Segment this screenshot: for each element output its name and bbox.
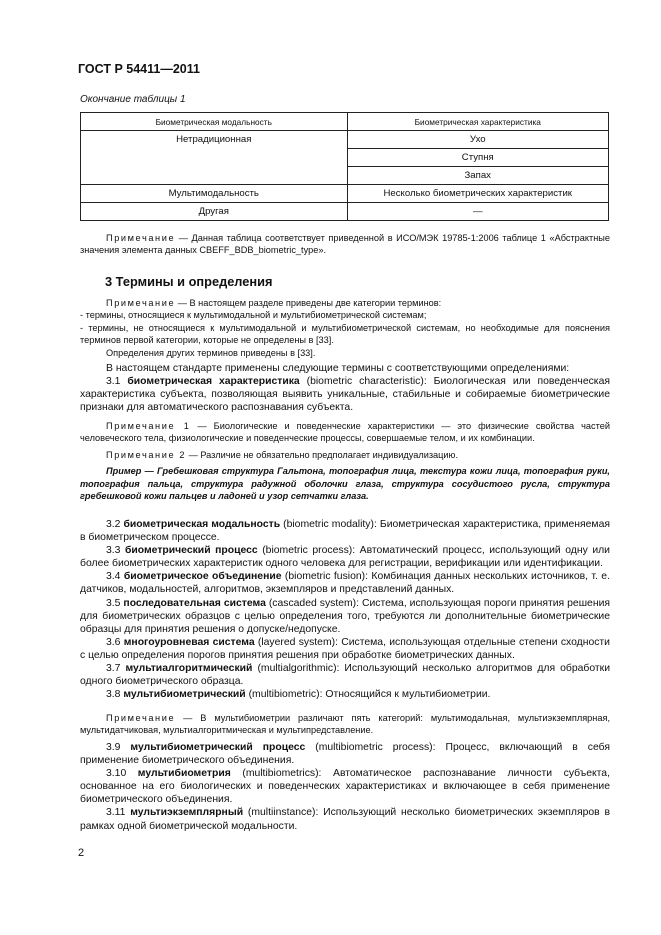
column-header-characteristic: Биометрическая характеристика bbox=[347, 113, 608, 131]
term-title: биометрическая характеристика bbox=[127, 376, 300, 388]
term-3-1: 3.1 биометрическая характеристика (biometric characteristic): Биологическая или поведенческая характеристика субъекта, позволяющая выявить уникальные, стабильные и собираемые биометрические признаки для автоматического распознавания субъекта. bbox=[80, 376, 610, 414]
table-continuation-caption: Окончание таблицы 1 bbox=[80, 94, 186, 105]
table-row bbox=[81, 131, 609, 149]
note-label: Примечание 2 bbox=[106, 449, 187, 460]
modality-cell: Другая bbox=[81, 203, 348, 221]
characteristic-cell: Несколько биометрических характеристик bbox=[347, 185, 608, 203]
note-label: Примечание bbox=[106, 233, 176, 243]
characteristic-cell: Запах bbox=[347, 167, 608, 185]
term-title: последовательная система bbox=[123, 597, 266, 609]
characteristic-cell: Ступня bbox=[347, 149, 608, 167]
term-title: биометрическое объединение bbox=[123, 571, 282, 583]
terms-block-2 bbox=[80, 518, 610, 701]
page-number: 2 bbox=[78, 847, 85, 859]
column-header-modality: Биометрическая модальность bbox=[81, 113, 348, 131]
modality-table bbox=[80, 112, 609, 221]
term-title: биометрическая модальность bbox=[123, 519, 281, 530]
section-title: 3 Термины и определения bbox=[105, 274, 273, 289]
note-label: Примечание bbox=[106, 713, 176, 723]
term-3-7: 3.7 мультиалгоритмический (multialgorithmic): Использующий несколько алгоритмов для обработки одного биометрического образца. bbox=[80, 663, 610, 688]
standard-header: ГОСТ Р 54411—2011 bbox=[78, 62, 200, 76]
note-label: Примечание 1 bbox=[106, 421, 191, 431]
term-title: мультиэкземплярный bbox=[130, 807, 244, 819]
section-note bbox=[80, 297, 610, 359]
terms-block-1 bbox=[80, 362, 610, 414]
note-intro: — В настоящем разделе приведены две категории терминов: bbox=[175, 298, 442, 308]
term-title: мультибиометрический bbox=[123, 689, 246, 701]
term-3-11: 3.11 мультиэкземплярный (multiinstance): Использующий несколько биометрических экземпляров в рамках одной биометрической модальности. bbox=[80, 807, 610, 832]
section-intro: В настоящем стандарте применены следующие термины с соответствующими определениями: bbox=[106, 363, 570, 374]
table-row bbox=[81, 203, 609, 221]
modality-cell: Мультимодальность bbox=[81, 185, 348, 203]
term-3-3: 3.3 биометрический процесс (biometric process): Автоматический процесс, использующий одну или более биометрических характеристик одного человека для регистрации, верификации или идентификации. bbox=[80, 545, 610, 570]
characteristic-cell: — bbox=[347, 203, 608, 221]
table-header-row bbox=[81, 113, 609, 131]
term-3-10: 3.10 мультибиометрия (multibiometrics): Автоматическое распознавание личности субъекта, основанное на его биологических и поведенческих характеристиках и включающее в себя применение биометрического объединения. bbox=[80, 768, 610, 806]
note-other-terms: Определения других терминов приведены в [33]. bbox=[106, 347, 316, 358]
term-example: Пример — Гребешковая структура Гальтона, топография лица, текстура кожи лица, топография руки, топография пальца, структура радужной оболочки глаза, структура сосудистого русла, структура гребешковой кожи пальцев и ладоней и узор сетчатки глаза. bbox=[80, 466, 610, 502]
table-note bbox=[80, 232, 610, 257]
note-label: Примечание bbox=[106, 298, 176, 308]
term-3-4: 3.4 биометрическое объединение (biometric fusion): Комбинация данных нескольких источников, т. е. датчиков, модальностей, алгоритмов, экземпляров и представлений данных. bbox=[80, 571, 610, 596]
term-3-1-notes: Примечание 1 — Биологические и поведенческие характеристики — это физические свойства частей человеческого тела, физиологические и поведенческие процессы, совершаемые телом, и их комбинации. Примечание 2 — Различие не обязательно предполагает индивидуализацию. Пример — Гребешковая структура Гальтона, топография лица, текстура кожи лица, топография руки, топография пальца, структура радужной оболочки глаза, структура сосудистого русла, структура гребешковой кожи пальцев и ладоней и узор сетчатки глаза. bbox=[80, 421, 610, 502]
term-3-6: 3.6 многоуровневая система (layered system): Система, использующая отдельные степени сходности с целью определения порогов принятия решения при обработке биометрических данных. bbox=[80, 636, 610, 661]
note-text: — Данная таблица соответствует приведенной в ИСО/МЭК 19785-1:2006 таблице 1 «Абстрактные значения элемента данных CBEFF_BDB_biometric_type». bbox=[80, 233, 610, 256]
note-list-item: - термины, не относящиеся к мультимодальной и мультибиометрической системам, но необходимые для пояснения терминов первой категории, которые не определены в [33]. bbox=[80, 322, 610, 346]
term-3-8: 3.8 мультибиометрический (multibiometric): Относящийся к мультибиометрии. bbox=[106, 689, 491, 701]
term-title: биометрический процесс bbox=[124, 545, 258, 557]
characteristic-cell: Ухо bbox=[347, 131, 608, 149]
term-3-8-note: Примечание — В мультибиометрии различают пять категорий: мультимодальная, мультиэкземплярная, мультидатчиковая, мультиалгоритмическая и мультипредставление. bbox=[80, 713, 610, 736]
note-list-item: - термины, относящиеся к мультимодальной и мультибиометрической системам; bbox=[80, 310, 427, 321]
terms-block-3 bbox=[80, 741, 610, 833]
table-row bbox=[81, 185, 609, 203]
term-title: многоуровневая система bbox=[123, 636, 255, 648]
term-3-2: 3.2 биометрическая модальность (biometric modality): Биометрическая характеристика, применяемая в биометрическом процессе. bbox=[80, 519, 610, 544]
term-title: мультибиометрический процесс bbox=[130, 742, 306, 753]
modality-cell: Нетрадиционная bbox=[81, 131, 348, 185]
term-title: мультиалгоритмический bbox=[125, 663, 253, 675]
term-3-9: 3.9 мультибиометрический процесс (multibiometric process): Процесс, включающий в себя применение биометрического объединения. bbox=[80, 742, 610, 767]
term-3-5: 3.5 последовательная система (cascaded system): Система, использующая пороги принятия решения для биометрических образцов с целью определения того, требуются ли дополнительные биометрические образцы для принятия решения о допуске/недопуске. bbox=[80, 597, 610, 635]
term-title: мультибиометрия bbox=[137, 768, 231, 780]
